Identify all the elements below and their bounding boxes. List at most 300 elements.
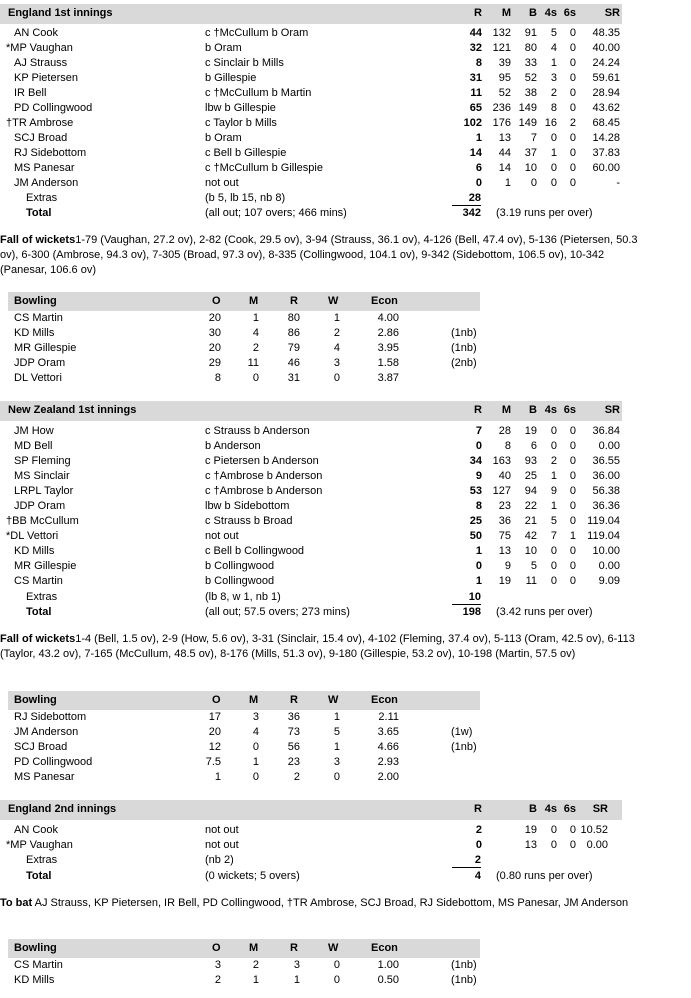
- runs-conceded: 23: [287, 756, 300, 768]
- fours: 3: [550, 72, 557, 84]
- batsman-name: SCJ Broad: [14, 132, 68, 144]
- strike-rate: 56.38: [592, 485, 620, 497]
- col-runs: R: [474, 803, 482, 815]
- batsman-name: CS Martin: [14, 575, 63, 587]
- innings-title: New Zealand 1st innings: [8, 404, 137, 416]
- col-wickets: W: [328, 942, 339, 954]
- minutes: 9: [504, 560, 511, 572]
- maidens: 4: [252, 726, 259, 738]
- strike-rate: 10.52: [580, 824, 608, 836]
- strike-rate: 28.94: [592, 87, 620, 99]
- balls: 149: [518, 102, 537, 114]
- strike-rate: 0.00: [598, 440, 620, 452]
- runs: 11: [470, 87, 482, 99]
- eng2-bowling-header: [8, 939, 480, 958]
- balls: 13: [524, 839, 537, 851]
- balls: 37: [524, 147, 537, 159]
- runs-conceded: 36: [287, 711, 300, 723]
- bowling-title: Bowling: [14, 295, 57, 307]
- fow-label: Fall of wickets: [0, 234, 76, 246]
- extras-row: [0, 191, 622, 206]
- sixes: 0: [569, 42, 576, 54]
- col-fours: 4s: [544, 7, 557, 19]
- fours: 16: [544, 117, 557, 129]
- runs: 14: [469, 147, 482, 159]
- batsman-row: [0, 838, 622, 853]
- batsman-name: AN Cook: [14, 27, 59, 39]
- fours: 0: [550, 575, 557, 587]
- wickets: 1: [333, 741, 340, 753]
- total-row: [0, 869, 622, 884]
- extras-value: 2: [452, 853, 481, 868]
- col-economy: Econ: [371, 942, 398, 954]
- wickets: 3: [333, 357, 340, 369]
- col-maidens: M: [249, 694, 259, 706]
- bowler-name: SCJ Broad: [14, 741, 68, 753]
- total-label: Total: [26, 870, 52, 882]
- extras-value: 10: [452, 590, 481, 605]
- fours: 1: [550, 147, 557, 159]
- nz1-bowling-header: [8, 691, 480, 710]
- balls: 5: [530, 560, 537, 572]
- col-maidens: M: [249, 295, 259, 307]
- dismissal: c Strauss b Anderson: [205, 425, 310, 437]
- batsman-row: [0, 499, 622, 514]
- batsman-row: [0, 101, 622, 116]
- overs: 1: [214, 771, 221, 783]
- dismissal: c †Ambrose b Anderson: [205, 485, 323, 497]
- overs: 29: [208, 357, 221, 369]
- sixes: 0: [569, 560, 576, 572]
- batsman-row: [0, 484, 622, 499]
- runs: 53: [469, 485, 482, 497]
- batsman-name: †BB McCullum: [6, 515, 79, 527]
- economy: 2.93: [377, 756, 399, 768]
- balls: 6: [530, 440, 537, 452]
- bowler-row: [0, 740, 622, 755]
- batsman-name: JM Anderson: [14, 177, 79, 189]
- strike-rate: 36.00: [592, 470, 620, 482]
- bowler-name: PD Collingwood: [14, 756, 93, 768]
- runs-conceded: 2: [293, 771, 300, 783]
- balls: 19: [524, 425, 537, 437]
- batsman-row: [0, 544, 622, 559]
- total-label: Total: [26, 606, 52, 618]
- bowler-row: [0, 311, 622, 326]
- extras-desc: (lb 8, w 1, nb 1): [205, 591, 281, 603]
- run-rate: (3.19 runs per over): [496, 207, 593, 219]
- batsman-name: *MP Vaughan: [6, 839, 73, 851]
- fours: 0: [550, 545, 557, 557]
- runs-conceded: 80: [287, 312, 300, 324]
- dismissal: not out: [205, 530, 239, 542]
- tobat-text: AJ Strauss, KP Pietersen, IR Bell, PD Collingwood, †TR Ambrose, SCJ Broad, RJ Sidebottom, MS Panesar, JM Anderson: [34, 897, 629, 909]
- overs: 7.5: [205, 756, 221, 768]
- batsman-name: †TR Ambrose: [6, 117, 74, 129]
- sixes: 0: [569, 545, 576, 557]
- tobat-label: To bat: [0, 897, 33, 909]
- strike-rate: 59.61: [592, 72, 620, 84]
- bowling-title: Bowling: [14, 942, 57, 954]
- dismissal: c Bell b Collingwood: [205, 545, 305, 557]
- fours: 9: [550, 485, 557, 497]
- runs-conceded: 1: [293, 974, 300, 986]
- sixes: 0: [569, 839, 576, 851]
- extras-note: (1nb): [451, 959, 477, 971]
- batsman-row: [0, 529, 622, 544]
- col-mins: M: [501, 404, 511, 416]
- overs: 3: [214, 959, 221, 971]
- minutes: 121: [492, 42, 511, 54]
- sixes: 0: [569, 72, 576, 84]
- economy: 2.86: [377, 327, 399, 339]
- minutes: 8: [504, 440, 511, 452]
- extras-desc: (b 5, lb 15, nb 8): [205, 192, 286, 204]
- strike-rate: 9.09: [598, 575, 620, 587]
- balls: 22: [524, 500, 537, 512]
- fours: 0: [550, 425, 557, 437]
- fours: 0: [550, 177, 557, 189]
- sixes: 0: [569, 132, 576, 144]
- batsman-row: [0, 514, 622, 529]
- dismissal: b Oram: [205, 132, 242, 144]
- economy: 0.50: [377, 974, 399, 986]
- maidens: 1: [252, 974, 259, 986]
- bowler-row: [0, 770, 622, 785]
- total-row: [0, 605, 622, 620]
- bowler-row: [0, 755, 622, 770]
- wickets: 4: [333, 342, 340, 354]
- economy: 3.65: [377, 726, 399, 738]
- sixes: 0: [569, 162, 576, 174]
- minutes: 14: [498, 162, 511, 174]
- innings-title: England 2nd innings: [8, 803, 117, 815]
- sixes: 0: [569, 485, 576, 497]
- overs: 30: [208, 327, 221, 339]
- balls: 91: [524, 27, 537, 39]
- batsman-row: [0, 161, 622, 176]
- sixes: 0: [569, 470, 576, 482]
- sixes: 2: [569, 117, 576, 129]
- batsman-name: JDP Oram: [14, 500, 66, 512]
- economy: 2.00: [377, 771, 399, 783]
- runs: 65: [469, 102, 482, 114]
- col-economy: Econ: [371, 295, 398, 307]
- col-sixes: 6s: [563, 404, 576, 416]
- total-row: [0, 206, 622, 221]
- batsman-name: SP Fleming: [14, 455, 71, 467]
- bowler-name: RJ Sidebottom: [14, 711, 87, 723]
- eng2-header: [0, 800, 622, 820]
- runs-conceded: 3: [293, 959, 300, 971]
- runs-conceded: 46: [287, 357, 300, 369]
- batsman-name: RJ Sidebottom: [14, 147, 87, 159]
- total-label: Total: [26, 207, 52, 219]
- sixes: 0: [569, 500, 576, 512]
- bowler-row: [0, 725, 622, 740]
- dismissal: c †Ambrose b Anderson: [205, 470, 323, 482]
- dismissal: c †McCullum b Oram: [205, 27, 309, 39]
- run-rate: (0.80 runs per over): [496, 870, 593, 882]
- bowler-name: CS Martin: [14, 959, 63, 971]
- minutes: 236: [492, 102, 511, 114]
- overs: 8: [214, 372, 221, 384]
- bowler-name: KD Mills: [14, 974, 55, 986]
- wickets: 1: [333, 312, 340, 324]
- batsman-row: [0, 454, 622, 469]
- bowling-title: Bowling: [14, 694, 57, 706]
- bowler-row: [0, 356, 622, 371]
- strike-rate: 36.55: [592, 455, 620, 467]
- fours: 4: [550, 42, 557, 54]
- sixes: 0: [569, 27, 576, 39]
- fours: 1: [550, 57, 557, 69]
- col-sixes: 6s: [563, 803, 576, 815]
- col-wickets: W: [328, 295, 339, 307]
- overs: 20: [208, 726, 221, 738]
- batsman-row: [0, 823, 622, 838]
- col-overs: O: [212, 694, 221, 706]
- fours: 0: [550, 162, 557, 174]
- runs-conceded: 73: [287, 726, 300, 738]
- extras-label: Extras: [26, 591, 58, 603]
- innings-title: England 1st innings: [8, 7, 113, 19]
- total-value: 198: [462, 606, 481, 618]
- balls: 25: [524, 470, 537, 482]
- extras-note: (1nb): [451, 327, 477, 339]
- fours: 8: [550, 102, 557, 114]
- overs: 20: [208, 312, 221, 324]
- balls: 21: [524, 515, 537, 527]
- fours: 5: [550, 515, 557, 527]
- runs: 32: [469, 42, 482, 54]
- runs-conceded: 86: [287, 327, 300, 339]
- batsman-row: [0, 86, 622, 101]
- dismissal: c Pietersen b Anderson: [205, 455, 319, 467]
- sixes: 0: [569, 425, 576, 437]
- bowler-name: KD Mills: [14, 327, 55, 339]
- eng1-header: [0, 4, 622, 24]
- extras-row: [0, 853, 622, 868]
- strike-rate: 119.04: [587, 515, 620, 527]
- fours: 1: [550, 470, 557, 482]
- economy: 2.11: [378, 711, 399, 723]
- minutes: 39: [498, 57, 511, 69]
- sixes: 0: [569, 440, 576, 452]
- dismissal: b Gillespie: [205, 72, 257, 84]
- dismissal: b Anderson: [205, 440, 261, 452]
- minutes: 13: [498, 132, 511, 144]
- economy: 4.00: [377, 312, 399, 324]
- batsman-name: KD Mills: [14, 545, 55, 557]
- sixes: 0: [569, 177, 576, 189]
- fours: 2: [550, 455, 557, 467]
- col-sr: SR: [604, 7, 620, 19]
- fall-of-wickets: [0, 233, 640, 278]
- dismissal: c Strauss b Broad: [205, 515, 293, 527]
- sixes: 1: [569, 530, 576, 542]
- minutes: 127: [492, 485, 511, 497]
- minutes: 75: [498, 530, 511, 542]
- col-balls: B: [529, 7, 537, 19]
- runs: 1: [475, 575, 482, 587]
- runs: 0: [475, 560, 482, 572]
- extras-value: 28: [452, 191, 481, 206]
- economy: 3.95: [377, 342, 399, 354]
- nz1-header: [0, 401, 622, 421]
- total-desc: (all out; 57.5 overs; 273 mins): [205, 606, 350, 618]
- col-maidens: M: [249, 942, 259, 954]
- wickets: 0: [333, 771, 340, 783]
- balls: 80: [524, 42, 537, 54]
- economy: 4.66: [377, 741, 399, 753]
- balls: 42: [524, 530, 537, 542]
- sixes: 0: [569, 455, 576, 467]
- extras-note: (1w): [451, 726, 473, 738]
- minutes: 132: [492, 27, 511, 39]
- economy: 1.00: [377, 959, 399, 971]
- strike-rate: 24.24: [592, 57, 620, 69]
- strike-rate: 0.00: [598, 560, 620, 572]
- fours: 2: [550, 87, 557, 99]
- total-value: 342: [462, 207, 481, 219]
- maidens: 0: [252, 771, 259, 783]
- bowler-row: [0, 341, 622, 356]
- balls: 0: [530, 177, 537, 189]
- dismissal: c Taylor b Mills: [205, 117, 277, 129]
- runs-conceded: 56: [287, 741, 300, 753]
- to-bat: [0, 896, 640, 911]
- overs: 17: [208, 711, 221, 723]
- balls: 52: [524, 72, 537, 84]
- bowler-row: [0, 710, 622, 725]
- col-sixes: 6s: [563, 7, 576, 19]
- balls: 33: [524, 57, 537, 69]
- batsman-row: [0, 146, 622, 161]
- batsman-row: [0, 26, 622, 41]
- run-rate: (3.42 runs per over): [496, 606, 593, 618]
- minutes: 44: [498, 147, 511, 159]
- col-fours: 4s: [544, 404, 557, 416]
- runs: 102: [463, 117, 482, 129]
- strike-rate: 0.00: [586, 839, 608, 851]
- extras-note: (1nb): [451, 342, 477, 354]
- sixes: 0: [569, 87, 576, 99]
- batsman-name: PD Collingwood: [14, 102, 93, 114]
- fours: 0: [550, 560, 557, 572]
- col-balls: B: [529, 803, 537, 815]
- col-runs-conceded: R: [290, 942, 298, 954]
- batsman-row: [0, 56, 622, 71]
- dismissal: c †McCullum b Martin: [205, 87, 312, 99]
- sixes: 0: [569, 515, 576, 527]
- economy: 3.87: [377, 372, 399, 384]
- strike-rate: -: [616, 177, 620, 189]
- bowler-name: JM Anderson: [14, 726, 79, 738]
- overs: 2: [214, 974, 221, 986]
- extras-note: (2nb): [451, 357, 477, 369]
- sixes: 0: [569, 102, 576, 114]
- runs: 2: [475, 824, 482, 836]
- wickets: 2: [333, 327, 340, 339]
- strike-rate: 48.35: [592, 27, 620, 39]
- balls: 11: [525, 575, 537, 587]
- minutes: 1: [504, 177, 511, 189]
- balls: 93: [524, 455, 537, 467]
- batsman-row: [0, 131, 622, 146]
- fours: 5: [550, 27, 557, 39]
- batsman-name: AJ Strauss: [14, 57, 68, 69]
- extras-note: (1nb): [451, 741, 477, 753]
- batsman-row: [0, 574, 622, 589]
- col-sr: SR: [592, 803, 608, 815]
- sixes: 0: [569, 147, 576, 159]
- balls: 94: [524, 485, 537, 497]
- bowler-row: [0, 973, 622, 988]
- runs: 0: [475, 839, 482, 851]
- strike-rate: 40.00: [592, 42, 620, 54]
- col-runs: R: [474, 404, 482, 416]
- extras-label: Extras: [26, 192, 58, 204]
- extras-row: [0, 590, 622, 605]
- total-desc: (all out; 107 overs; 466 mins): [205, 207, 347, 219]
- minutes: 23: [498, 500, 511, 512]
- minutes: 95: [498, 72, 511, 84]
- sixes: 0: [569, 57, 576, 69]
- batsman-name: *MP Vaughan: [6, 42, 73, 54]
- col-fours: 4s: [544, 803, 557, 815]
- dismissal: not out: [205, 839, 239, 851]
- maidens: 4: [252, 327, 259, 339]
- batsman-row: [0, 71, 622, 86]
- runs-conceded: 79: [287, 342, 300, 354]
- strike-rate: 14.28: [592, 132, 620, 144]
- extras-desc: (nb 2): [205, 854, 234, 866]
- batsman-name: MS Panesar: [14, 162, 75, 174]
- sixes: 0: [569, 575, 576, 587]
- dismissal: c †McCullum b Gillespie: [205, 162, 323, 174]
- runs: 25: [469, 515, 482, 527]
- runs: 1: [475, 132, 482, 144]
- minutes: 19: [498, 575, 511, 587]
- total-value: 4: [474, 870, 481, 882]
- bowler-name: MR Gillespie: [14, 342, 77, 354]
- bowler-name: DL Vettori: [14, 372, 62, 384]
- dismissal: not out: [205, 824, 239, 836]
- batsman-row: [0, 469, 622, 484]
- balls: 10: [524, 162, 537, 174]
- col-runs: R: [474, 7, 482, 19]
- dismissal: not out: [205, 177, 239, 189]
- dismissal: b Oram: [205, 42, 242, 54]
- eng1-bowling-header: [8, 292, 480, 311]
- runs: 8: [475, 57, 482, 69]
- wickets: 0: [333, 372, 340, 384]
- total-desc: (0 wickets; 5 overs): [205, 870, 300, 882]
- wickets: 5: [333, 726, 340, 738]
- strike-rate: 10.00: [592, 545, 620, 557]
- fow-text: 1-79 (Vaughan, 27.2 ov), 2-82 (Cook, 29.5 ov), 3-94 (Strauss, 36.1 ov), 4-126 (Bell, 47.4 ov), 5-136 (Pietersen, 50.3 ov), 6-300 (Ambrose, 94.3 ov), 7-305 (Broad, 97.3 ov), 8-335 (Collingwood, 104.1 ov), 9-342 (Sidebottom, 106.5 ov), 10-342 (Panesar, 106.6 ov): [0, 234, 638, 276]
- extras-label: Extras: [26, 854, 58, 866]
- runs: 8: [475, 500, 482, 512]
- batsman-name: IR Bell: [14, 87, 47, 99]
- minutes: 176: [492, 117, 511, 129]
- balls: 7: [530, 132, 537, 144]
- maidens: 3: [252, 711, 259, 723]
- maidens: 2: [252, 959, 259, 971]
- fow-label: Fall of wickets: [0, 633, 76, 645]
- col-wickets: W: [328, 694, 339, 706]
